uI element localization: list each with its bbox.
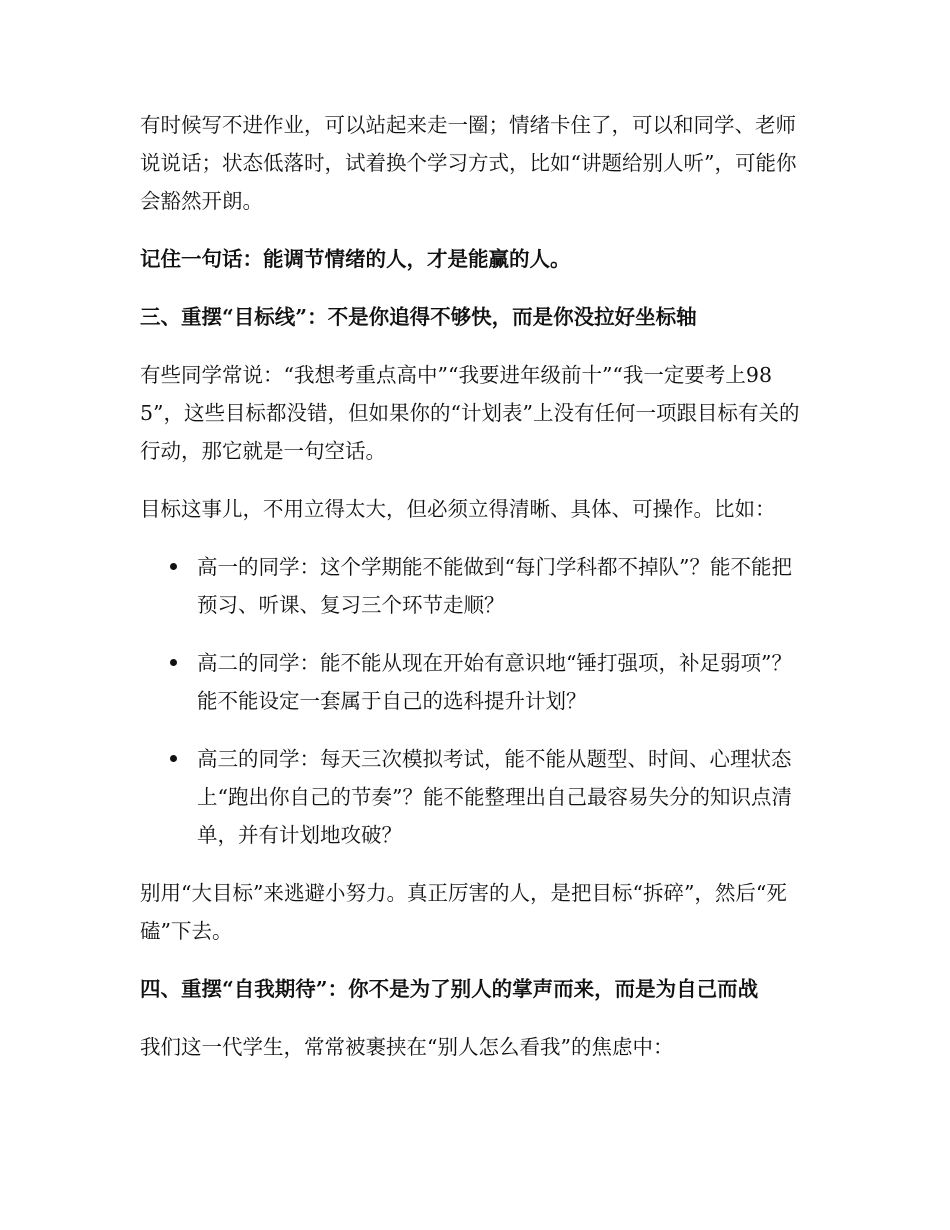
paragraph-goal-examples: 有些同学常说：“我想考重点高中”“我要进年级前十”“我一定要考上985”，这些目标都没错，但如果你的“计划表”上没有任何一项跟目标有关的行动，那它就是一句空话。 — [140, 363, 800, 463]
list-item-text: 高二的同学：能不能从现在开始有意识地“锤打强项，补足弱项”？能不能设定一套属于自己的选科提升计划？ — [197, 651, 792, 713]
paragraph-remember-quote: 记住一句话：能调节情绪的人，才是能赢的人。 — [140, 247, 571, 271]
paragraph-anxiety: 我们这一代学生，常常被裹挟在“别人怎么看我”的焦虑中： — [140, 1035, 674, 1059]
list-item — [140, 644, 810, 720]
bullet-icon — [170, 563, 177, 570]
list-item-text: 高一的同学：这个学期能不能做到“每门学科都不掉队”？能不能把预习、听课、复习三个环节走顺？ — [197, 555, 792, 617]
list-item-text: 高三的同学：每天三次模拟考试，能不能从题型、时间、心理状态上“跑出你自己的节奏”？能不能整理出自己最容易失分的知识点清单，并有计划地攻破？ — [197, 747, 792, 847]
section-heading-4: 四、重摆“自我期待”：你不是为了别人的掌声而来，而是为自己而战 — [140, 977, 759, 1001]
paragraph-goal-principle: 目标这事儿，不用立得太大，但必须立得清晰、具体、可操作。比如： — [140, 497, 776, 521]
paragraph-adjust-methods: 有时候写不进作业，可以站起来走一圈；情绪卡住了，可以和同学、老师说说话；状态低落时，试着换个学习方式，比如“讲题给别人听”，可能你会豁然开朗。 — [140, 113, 797, 213]
list-item — [140, 548, 810, 624]
bullet-icon — [170, 659, 177, 666]
bullet-icon — [170, 755, 177, 762]
list-item — [140, 740, 810, 854]
paragraph-break-goals: 别用“大目标”来逃避小努力。真正厉害的人，是把目标“拆碎”，然后“死磕”下去。 — [140, 881, 787, 943]
document-page — [140, 106, 810, 1086]
section-heading-3: 三、重摆“目标线”：不是你追得不够快，而是你没拉好坐标轴 — [140, 305, 697, 329]
goal-list — [140, 548, 810, 854]
